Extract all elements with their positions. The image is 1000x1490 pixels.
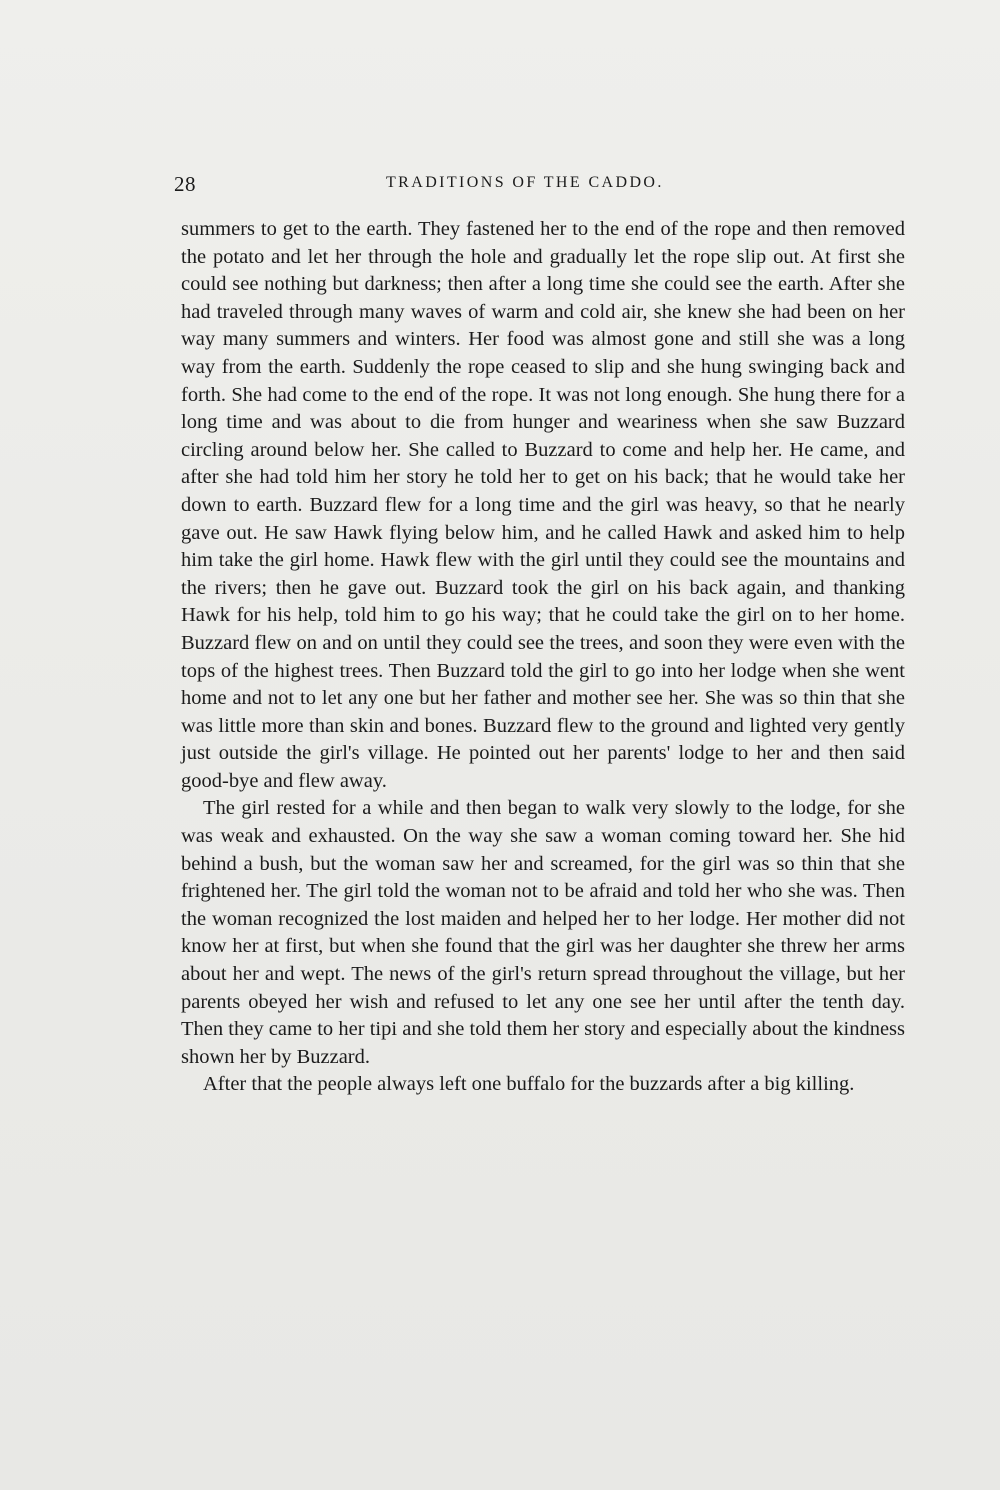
running-head: TRADITIONS OF THE CADDO. [386, 174, 664, 191]
page-header [174, 172, 910, 202]
body-text [181, 216, 905, 1099]
paragraph-girl-returns: The girl rested for a while and then began to walk very slowly to the lodge, for she was weak and exhausted. On the way she saw a woman coming toward her. She hid behind a bush, but the woman saw her and screamed, for the girl was so thin that she frightened her. The girl told the woman not to be afraid and told her who she was. Then the woman recognized the lost maiden and helped her to her lodge. Her mother did not know her at first, but when she found that the girl was her daughter she threw her arms about her and wept. The news of the girl's return spread throughout the village, but her parents obeyed her wish and refused to let any one see her until after the tenth day. Then they came to her tipi and she told them her story and especially about the kindness shown her by Buzzard. [181, 797, 905, 1068]
paragraph-continued: summers to get to the earth. They fastened her to the end of the rope and then removed the potato and let her through the hole and gradually let the rope slip out. At first she could see nothing but darkness; then after a long time she could see the earth. After she had traveled through many waves of warm and cold air, she knew she had been on her way many summers and winters. Her food was almost gone and still she was a long way from the earth. Suddenly the rope ceased to slip and she hung swinging back and forth. She had come to the end of the rope. It was not long enough. She hung there for a long time and was about to die from hunger and weariness when she saw Buzzard circling around below her. She called to Buzzard to come and help her. He came, and after she had told him her story he told her to get on his back; that he would take her down to earth. Buzzard flew for a long time and the girl was heavy, so that he nearly gave out. He saw Hawk flying below him, and he called Hawk and asked him to help him take the girl home. Hawk flew with the girl until they could see the mountains and the rivers; then he gave out. Buzzard took the girl on his back again, and thanking Hawk for his help, told him to go his way; that he could take the girl on to her home. Buzzard flew on and on until they could see the trees, and soon they were even with the tops of the highest trees. Then Buzzard told the girl to go into her lodge when she went home and not to let any one but her father and mother see her. She was so thin that she was little more than skin and bones. Buzzard flew to the ground and lighted very gently just outside the girl's village. He pointed out her parents' lodge to her and then said good-bye and flew away. [181, 218, 905, 792]
page-number: 28 [174, 172, 196, 196]
paragraph-conclusion: After that the people always left one buffalo for the buzzards after a big killing. [203, 1073, 855, 1096]
